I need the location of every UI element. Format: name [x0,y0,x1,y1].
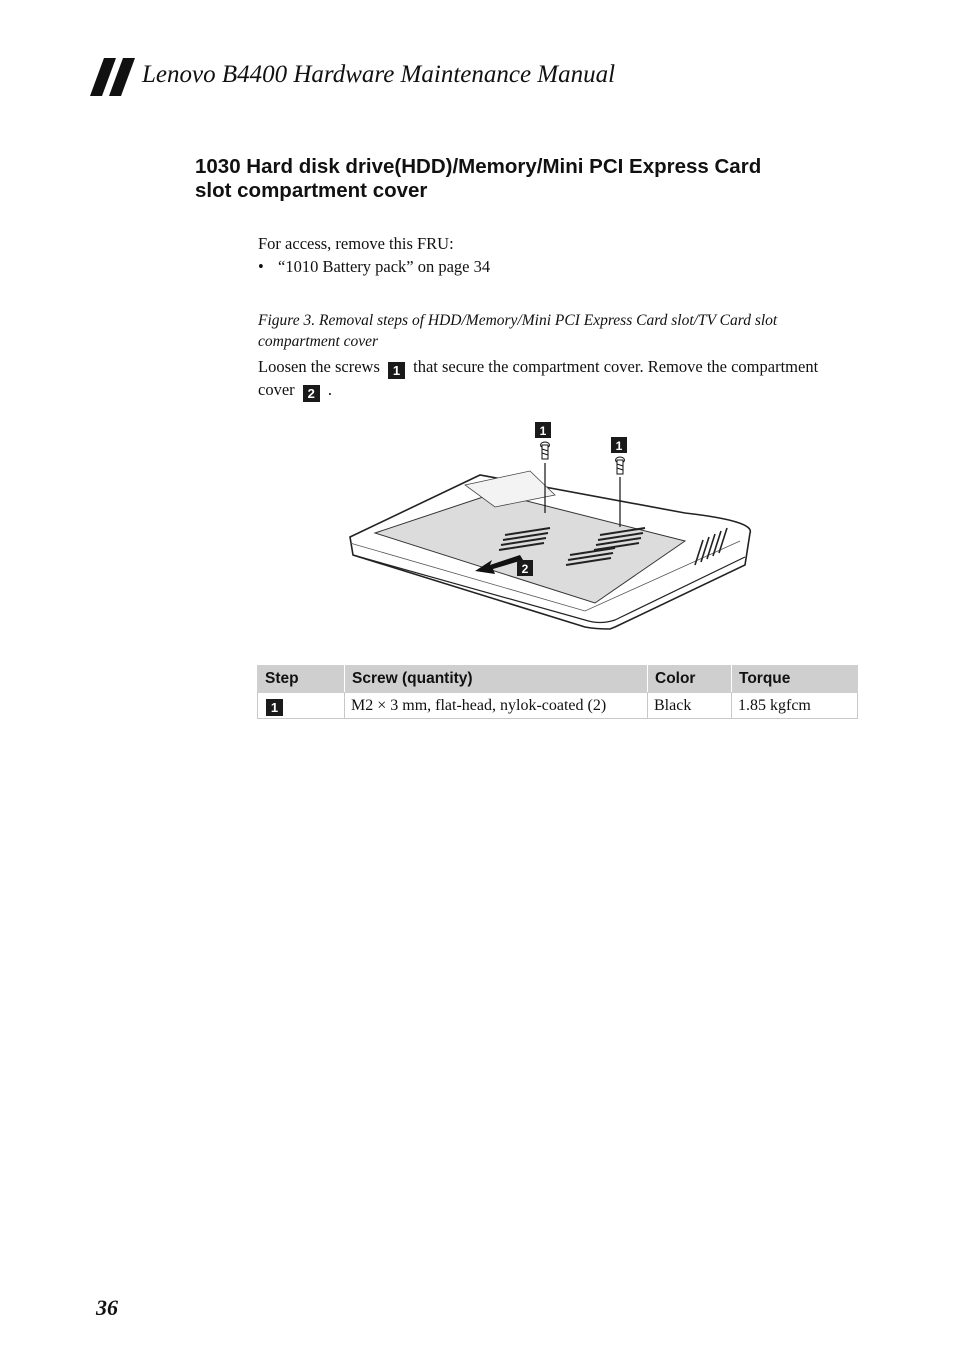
step-1-badge: 1 [266,699,283,716]
instruction-text-1: Loosen the screws [258,357,380,376]
header-slash-logo [90,58,136,96]
callout-1-screw-b [611,437,627,453]
header-torque: Torque [732,666,858,693]
laptop-bottom-illustration [345,415,765,640]
table-row [258,693,858,719]
screw-specification-table [257,665,858,719]
section-title-line-1: 1030 Hard disk drive(HDD)/Memory/Mini PCI Express Card [195,155,762,178]
access-item-link-text: “1010 Battery pack” on page 34 [278,257,491,276]
page-number: 36 [96,1295,118,1320]
access-list-item [258,256,490,278]
section-title-line-2: slot compartment cover [195,178,428,202]
access-intro: For access, remove this FRU: [258,234,454,253]
step-2-badge: 2 [303,385,320,402]
header-step: Step [258,666,345,693]
header-color: Color [648,666,732,693]
screw-2-icon [616,457,625,474]
running-header-title: Lenovo B4400 Hardware Maintenance Manual [142,61,616,88]
section-title [195,155,875,202]
callout-1-screw-a [535,422,551,438]
bullet: • [258,257,264,276]
figure-caption: Figure 3. Removal steps of HDD/Memory/Mini PCI Express Card slot/TV Card slot compartment cover [258,312,778,350]
screw-1-icon [541,442,550,459]
instruction-paragraph [258,356,858,402]
table-header-row [258,666,858,693]
cell-screw: M2 × 3 mm, flat-head, nylok-coated (2) [345,693,648,719]
svg-text:2: 2 [521,562,529,576]
instruction-text-3: . [327,380,333,399]
svg-text:1: 1 [615,439,623,453]
cell-step [258,693,345,719]
header-screw-quantity: Screw (quantity) [345,666,648,693]
cell-color: Black [648,693,732,719]
step-1-badge: 1 [388,362,405,379]
instruction-text-2: that secure the compartment cover. Remove the compartment cover [258,357,819,399]
svg-text:1: 1 [539,424,547,438]
cell-torque: 1.85 kgfcm [732,693,858,719]
callout-2-cover [517,560,533,576]
